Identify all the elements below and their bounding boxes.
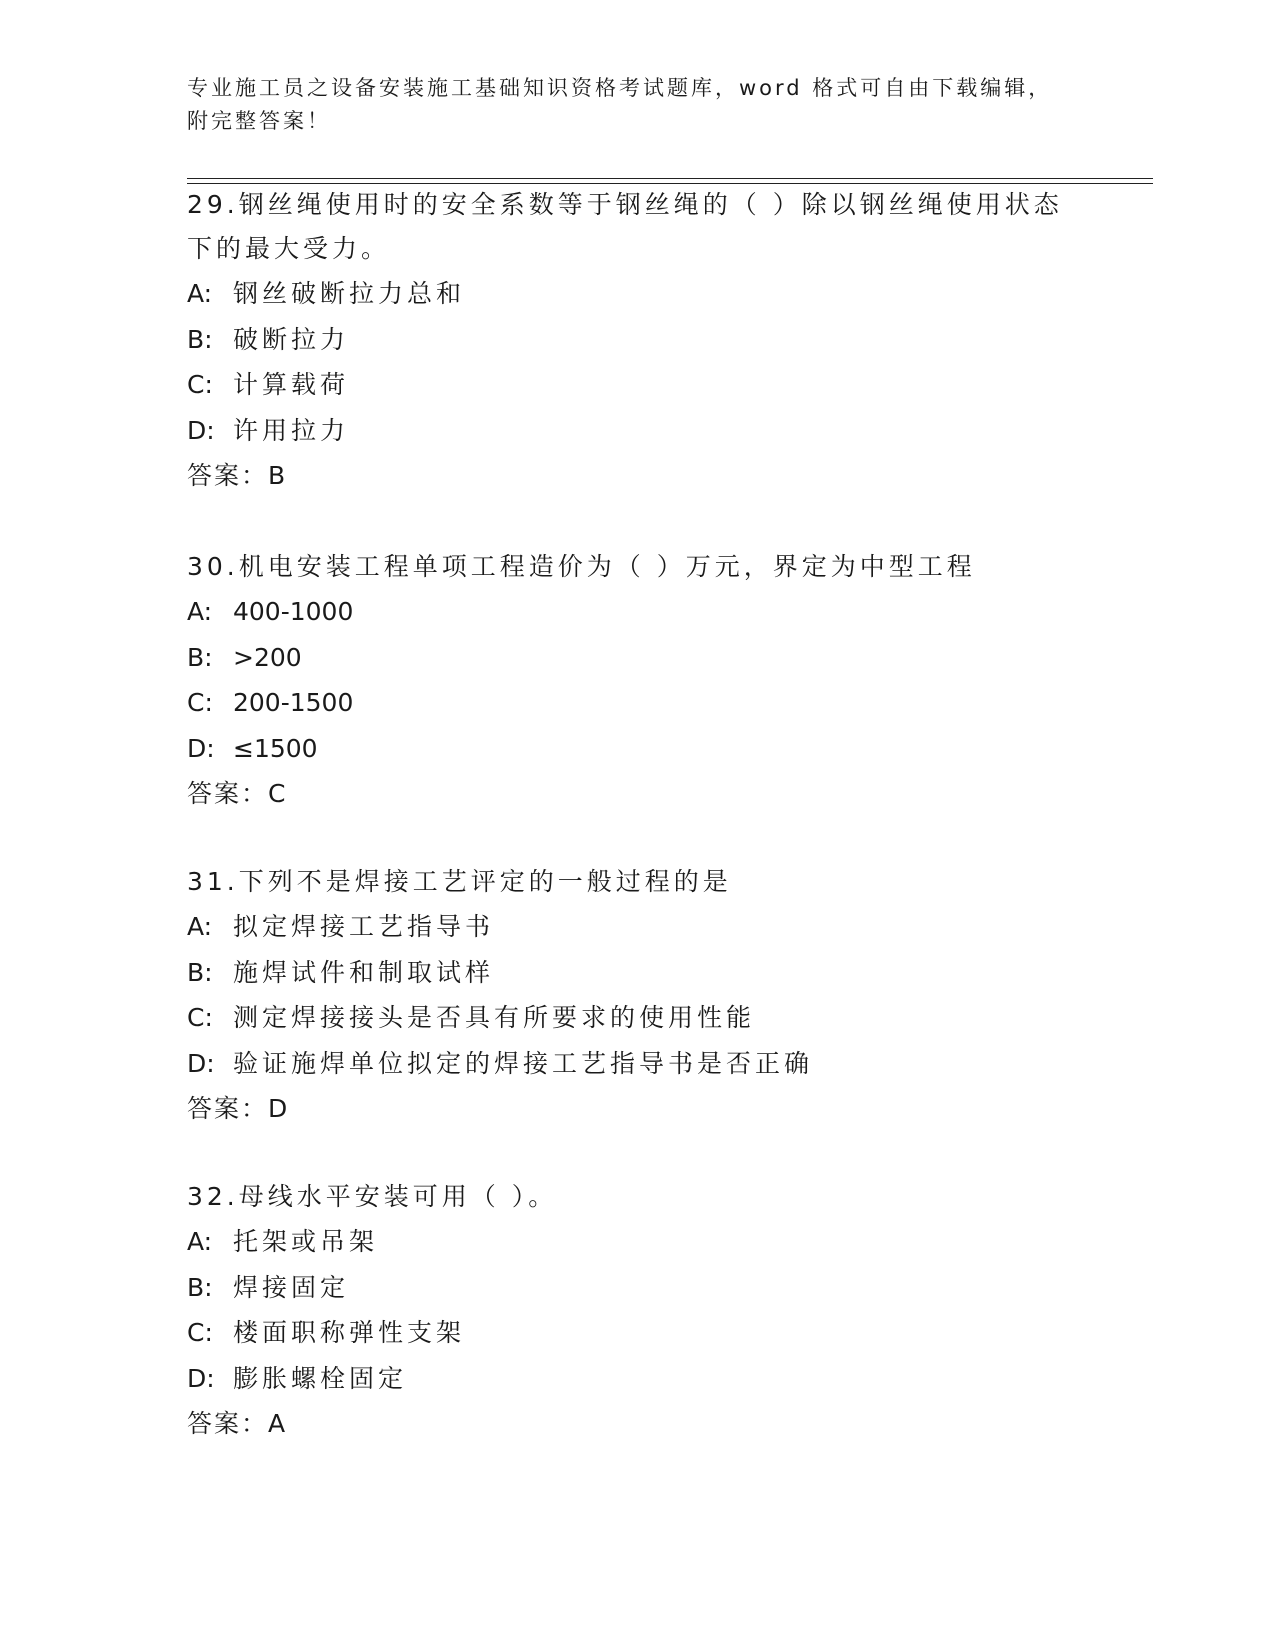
option-text: 计算载荷 [233,370,350,399]
option-a [187,589,1067,635]
option-text: 200-1500 [233,688,354,717]
option-c [187,1310,1067,1356]
option-letter: B: [187,642,213,672]
question-31 [187,860,1067,1132]
option-letter: D: [187,733,215,763]
answer-line: 答案：D [187,1094,290,1123]
header-divider-top [187,178,1153,179]
question-stem-line-1: 29.钢丝绳使用时的安全系数等于钢丝绳的（ ）除以钢丝绳使用状态 [187,190,1063,219]
option-letter: D: [187,1048,215,1078]
option-text: 焊接固定 [233,1272,350,1302]
option-b [187,317,1067,363]
option-text: 许用拉力 [233,415,350,445]
option-d [187,408,1067,454]
question-stem-line-1: 32.母线水平安装可用（ ）。 [187,1182,558,1211]
option-b [187,950,1067,996]
option-text: 施焊试件和制取试样 [233,957,495,987]
answer-line: 答案：A [187,1409,288,1438]
question-32 [187,1175,1067,1447]
option-d [187,1356,1067,1402]
option-text: ≤1500 [233,733,318,763]
option-letter: A: [187,597,213,626]
option-letter: C: [187,1318,213,1347]
option-b [187,635,1067,681]
option-letter: A: [187,279,213,308]
option-c [187,362,1067,408]
option-c [187,680,1067,726]
option-text: 楼面职称弹性支架 [233,1318,466,1347]
option-d [187,1041,1067,1087]
question-stem-line-2: 下的最大受力。 [187,234,391,263]
option-letter: B: [187,324,213,354]
answer-line: 答案：B [187,461,288,490]
document-header [187,72,1067,138]
option-letter: B: [187,1272,213,1302]
option-letter: C: [187,370,213,399]
option-letter: A: [187,1227,213,1256]
question-stem-line-1: 30.机电安装工程单项工程造价为（ ）万元，界定为中型工程 [187,552,976,581]
option-text: 验证施焊单位拟定的焊接工艺指导书是否正确 [233,1048,814,1078]
header-line-1: 专业施工员之设备安装施工基础知识资格考试题库，word 格式可自由下载编辑， [187,76,1053,100]
option-text: 钢丝破断拉力总和 [233,279,466,308]
option-c [187,995,1067,1041]
option-text: 膨胀螺栓固定 [233,1363,408,1393]
option-text: 测定焊接接头是否具有所要求的使用性能 [233,1003,756,1032]
option-text: 托架或吊架 [233,1227,379,1256]
question-30 [187,545,1067,817]
option-letter: D: [187,1363,215,1393]
option-letter: D: [187,415,215,445]
option-text: 拟定焊接工艺指导书 [233,912,495,941]
header-line-2: 附完整答案！ [187,109,331,133]
question-29 [187,183,1067,499]
option-letter: B: [187,957,213,987]
option-a [187,271,1067,317]
answer-line: 答案：C [187,779,288,808]
option-text: 破断拉力 [233,324,350,354]
option-d [187,726,1067,772]
option-text: >200 [233,642,302,672]
question-stem-line-1: 31.下列不是焊接工艺评定的一般过程的是 [187,867,732,896]
option-b [187,1265,1067,1311]
option-letter: C: [187,1003,213,1032]
option-letter: A: [187,912,213,941]
option-text: 400-1000 [233,597,354,626]
option-a [187,1219,1067,1265]
option-letter: C: [187,688,213,717]
option-a [187,904,1067,950]
